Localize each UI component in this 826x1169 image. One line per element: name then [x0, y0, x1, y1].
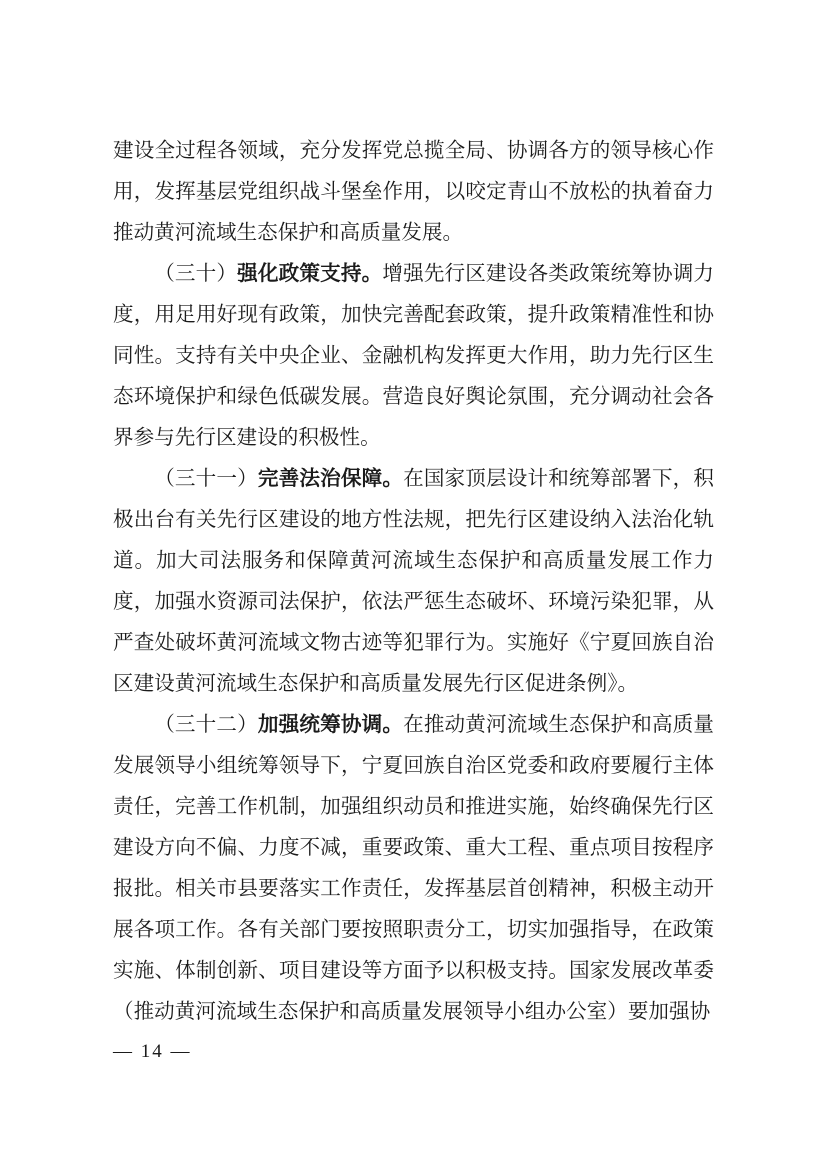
- text-run: 增强先行区建设各类政策统筹协调力度，用足用好现有政策，加快完善配套政策，提升政策精准性和协同性。支持有关中央企业、金融机构发挥更大作用，助力先行区生态环境保护和绿色低碳发展。营造良好舆论氛围，充分调动社会各界参与先行区建设的积极性。: [113, 263, 715, 449]
- text-run: 建设全过程各领域，充分发挥党总揽全局、协调各方的领导核心作用，发挥基层党组织战斗堡垒作用，以咬定青山不放松的执着奋力推动黄河流域生态保护和高质量发展。: [113, 140, 714, 244]
- text-run: 在推动黄河流域生态保护和高质量发展领导小组统筹领导下，宁夏回族自治区党委和政府要履行主体责任，完善工作机制，加强组织动员和推进实施，始终确保先行区建设方向不偏、力度不减，重要政策、重大工程、重点项目按程序报批。相关市县要落实工作责任，发挥基层首创精神，积极主动开展各项工作。各有关部门要按照职责分工，切实加强指导，在政策实施、体制创新、项目建设等方面予以积极支持。国家发展改革委（推动黄河流域生态保护和高质量发展领导小组办公室）要加强协: [113, 714, 715, 1023]
- text-run: （三十一）: [154, 468, 258, 490]
- paragraph: [113, 131, 714, 254]
- text-run: 在国家顶层设计和统筹部署下，积极出台有关先行区建设的地方性法规，把先行区建设纳入法治化轨道。加大司法服务和保障黄河流域生态保护和高质量发展工作力度，加强水资源司法保护，依法严惩生态破坏、环境污染犯罪，从严查处破坏黄河流域文物古迹等犯罪行为。实施好《宁夏回族自治区建设黄河流域生态保护和高质量发展先行区促进条例》。: [113, 468, 715, 695]
- page-number: — 14 —: [113, 1041, 192, 1062]
- section-heading-run: 强化政策支持。: [237, 263, 383, 285]
- text-run: （三十）: [154, 263, 238, 285]
- paragraph: [113, 705, 714, 1033]
- section-heading-run: 加强统筹协调。: [257, 714, 404, 736]
- section-heading-run: 完善法治保障。: [257, 468, 404, 490]
- document-body: [113, 131, 714, 1033]
- paragraph: [113, 254, 714, 459]
- paragraph: [113, 459, 714, 705]
- text-run: （三十二）: [154, 714, 258, 736]
